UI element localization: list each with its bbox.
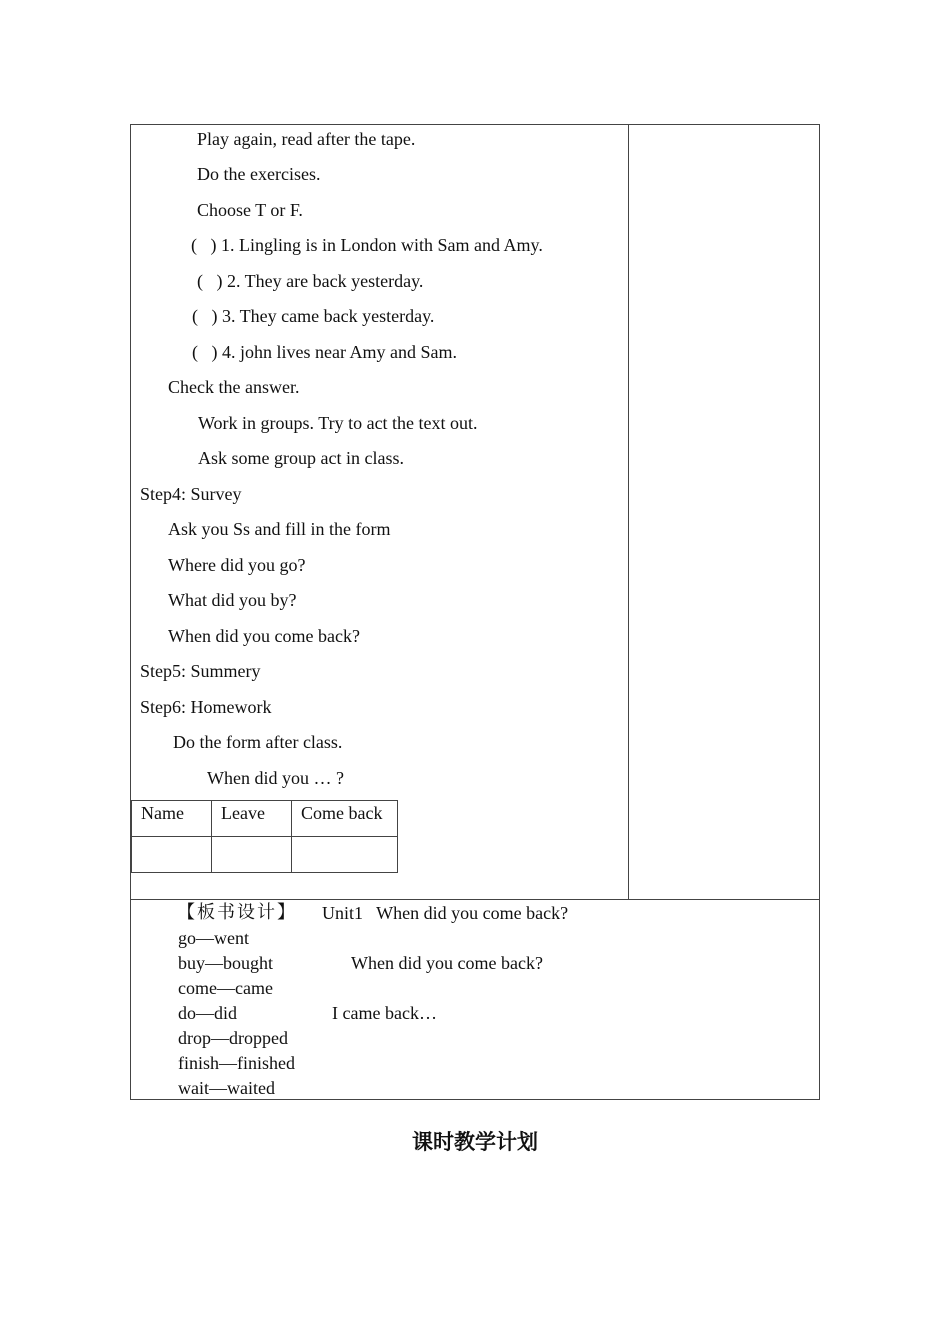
line-do-form: Do the form after class. [173, 732, 343, 752]
board-answer: I came back… [332, 1003, 437, 1023]
verb-do: do—did [178, 1003, 238, 1023]
line-ask-group: Ask some group act in class. [198, 448, 404, 468]
survey-form-table [131, 800, 398, 873]
question-1: ( ) 1. Lingling is in London with Sam and Amy. [191, 235, 543, 255]
verb-wait: wait—waited [178, 1078, 275, 1098]
cell-leave [212, 837, 292, 873]
line-check-answer: Check the answer. [168, 377, 300, 397]
line-work-groups: Work in groups. Try to act the text out. [198, 413, 478, 433]
line-play-again: Play again, read after the tape. [197, 129, 416, 149]
line-choose-tf: Choose T or F. [197, 200, 303, 220]
line-when-did-you: When did you … ? [207, 768, 344, 788]
line-ask-ss: Ask you Ss and fill in the form [168, 519, 391, 539]
board-question: When did you come back? [351, 953, 543, 973]
cell-name [132, 837, 212, 873]
line-when-back: When did you come back? [168, 626, 360, 646]
board-unit-title: Unit1 When did you come back? [322, 903, 569, 923]
line-what-by: What did you by? [168, 590, 297, 610]
cell-come-back [292, 837, 398, 873]
header-name: Name [132, 801, 212, 837]
question-3: ( ) 3. They came back yesterday. [192, 306, 435, 326]
step4-heading: Step4: Survey [140, 484, 242, 504]
step5-heading: Step5: Summery [140, 661, 261, 681]
line-do-exercises: Do the exercises. [197, 164, 321, 184]
step6-heading: Step6: Homework [140, 697, 272, 717]
table-row [132, 801, 398, 837]
header-come-back: Come back [292, 801, 398, 837]
column-divider [628, 125, 629, 899]
verb-go: go—went [178, 928, 249, 948]
header-leave: Leave [212, 801, 292, 837]
line-where-go: Where did you go? [168, 555, 306, 575]
row-divider [131, 899, 819, 900]
question-2: ( ) 2. They are back yesterday. [197, 271, 424, 291]
board-heading: 【板书设计】 [177, 902, 297, 923]
verb-finish: finish—finished [178, 1053, 295, 1073]
question-4: ( ) 4. john lives near Amy and Sam. [192, 342, 457, 362]
verb-drop: drop—dropped [178, 1028, 288, 1048]
page-title: 课时教学计划 [412, 1130, 538, 1154]
lesson-table [130, 124, 820, 1100]
table-row [132, 837, 398, 873]
verb-come: come—came [178, 978, 273, 998]
verb-buy: buy—bought [178, 953, 274, 973]
